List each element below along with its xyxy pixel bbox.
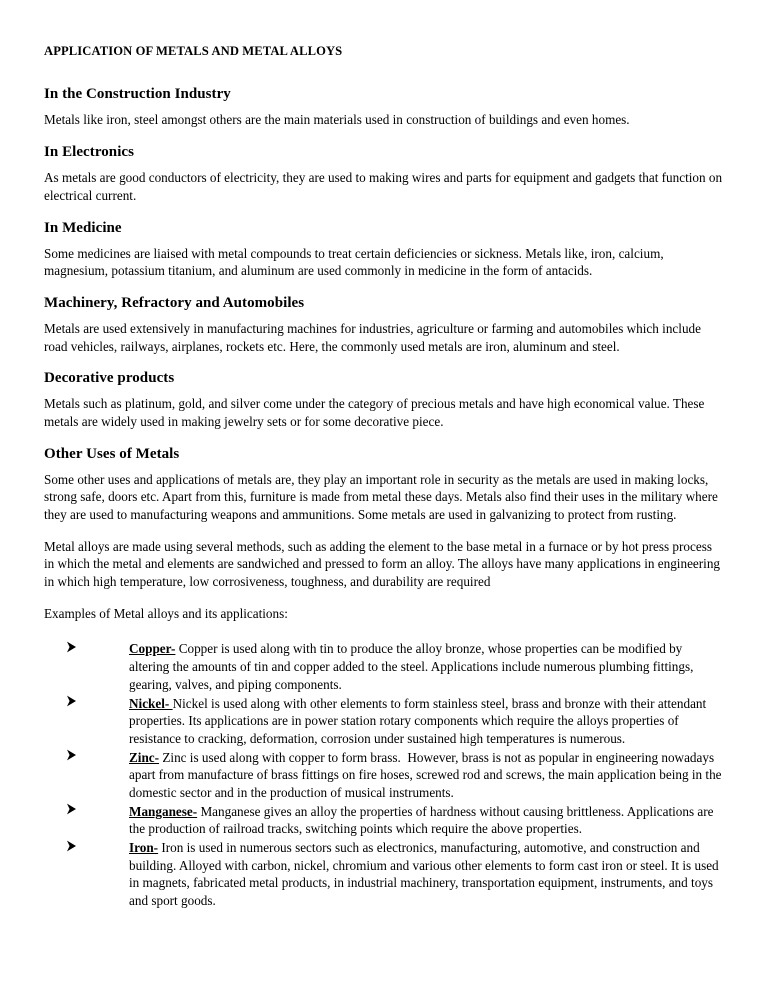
arrowhead-bullet-icon <box>66 641 82 657</box>
section-heading-decorative: Decorative products <box>44 370 175 387</box>
list-item <box>44 749 723 802</box>
alloy-description-iron: Iron is used in numerous sectors such as electronics, manufacturing, automotive, and construction and building. Alloyed with carbon, nickel, chromium and various other elements to form cast iron or steel. It is used in magnets, fabricated metal products, in industrial machinery, transportation equipment, instruments, and toys and sport goods. <box>129 840 722 909</box>
list-item <box>44 839 723 910</box>
section-heading-electronics: In Electronics <box>44 144 135 161</box>
section-paragraph-construction: Metals like iron, steel amongst others are the main materials used in construction of buildings and even homes. <box>44 112 630 128</box>
alloy-term-zinc: Zinc- <box>129 749 160 765</box>
alloy-term-iron: Iron- <box>129 840 159 856</box>
alloy-examples-list <box>44 640 723 909</box>
page-title: APPLICATION OF METALS AND METAL ALLOYS <box>44 44 343 58</box>
section-paragraph-medicine: Some medicines are liaised with metal compounds to treat certain deficiencies or sickness. Metals like, iron, calcium, magnesium, potassium titanium, and aluminum are used commonly in medicine in the form of antacids. <box>44 245 664 279</box>
section-heading-other-uses: Other Uses of Metals <box>44 445 180 462</box>
section-paragraph-decorative: Metals such as platinum, gold, and silver come under the category of precious metals and have high economical value. These metals are widely used in making jewelry sets or for some decorative piece. <box>44 396 705 429</box>
arrowhead-bullet-icon <box>66 695 82 711</box>
list-item <box>44 695 723 748</box>
section-heading-machinery: Machinery, Refractory and Automobiles <box>44 294 305 311</box>
arrowhead-bullet-icon <box>66 840 82 856</box>
alloy-description-copper: Copper is used along with tin to produce the alloy bronze, whose properties can be modified by altering the amounts of tin and copper added to the steel. Applications include numerous plumbing fittings, gearing, valves, and piping components. <box>129 641 697 692</box>
alloy-description-manganese: Manganese gives an alloy the properties of hardness without causing brittleness. Applications are the production of railroad tracks, switching points which require the above properties. <box>129 803 717 837</box>
arrowhead-bullet-icon <box>66 803 82 819</box>
section-paragraph-other-uses-security: Some other uses and applications of metals are, they play an important role in security as the metals are used in making locks, strong safe, doors etc. Apart from this, furniture is made from metal these days. Metals also find their uses in the military where they are used to manufacturing weapons and ammunitions. Some metals are used in galvanizing to protect from rusting. <box>44 471 718 523</box>
alloy-term-copper: Copper- <box>129 641 176 657</box>
section-paragraph-electronics: As metals are good conductors of electricity, they are used to making wires and parts for equipment and gadgets that function on electrical current. <box>44 170 723 203</box>
section-paragraph-alloy-methods: Metal alloys are made using several methods, such as adding the element to the base metal in a furnace or by hot press process in which the metal and elements are sandwiched and pressed to form an alloy. The alloys have many applications in engineering in which high temperature, low corrosiveness, toughness, and durability are required <box>44 538 721 590</box>
alloy-description-nickel: Nickel is used along with other elements to form stainless steel, brass and bronze with their attendant properties. Its applications are in power station rotary components which require the alloys properties of resistance to cracking, deformation, corrosion under sustained high temperatures is numerous. <box>129 695 710 746</box>
alloy-description-zinc: Zinc is used along with copper to form brass. However, brass is not as popular in engineering nowadays apart from manufacture of brass fittings on fire hoses, screwed rod and screws, the main application being in the domestic sector and in the production of musical instruments. <box>129 749 725 800</box>
list-item <box>44 803 723 838</box>
arrowhead-bullet-icon <box>66 749 82 765</box>
section-heading-medicine: In Medicine <box>44 219 122 236</box>
list-item <box>44 640 723 693</box>
alloy-term-nickel: Nickel- <box>129 695 173 711</box>
section-paragraph-machinery: Metals are used extensively in manufacturing machines for industries, agriculture or farming and automobiles which include road vehicles, railways, airplanes, rockets etc. Here, the commonly used metals are iron, aluminum and steel. <box>44 320 701 354</box>
alloy-term-manganese: Manganese- <box>129 803 198 819</box>
section-heading-construction: In the Construction Industry <box>44 86 231 103</box>
section-paragraph-examples-intro: Examples of Metal alloys and its applications: <box>44 605 288 621</box>
